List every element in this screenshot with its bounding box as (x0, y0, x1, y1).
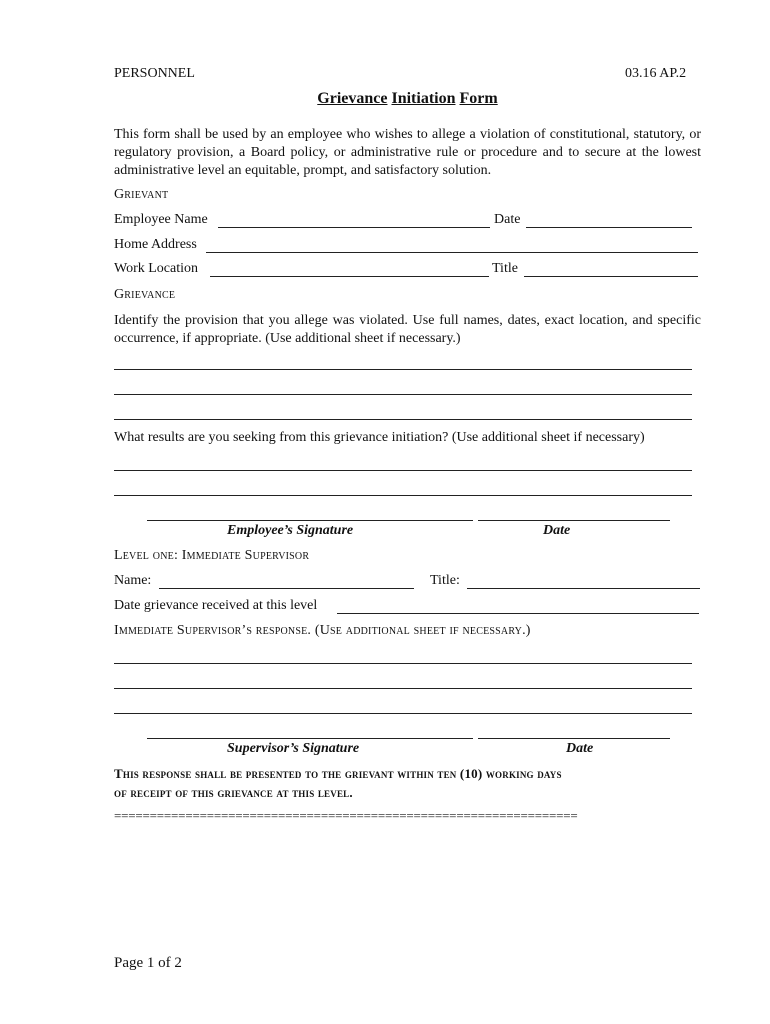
supervisor-name-field[interactable] (159, 588, 414, 589)
date-received-label: Date grievance received at this level (114, 598, 318, 613)
notice-line-1: This response shall be presented to the grievant within ten (10) working days (114, 766, 562, 781)
date-field[interactable] (526, 227, 692, 228)
page-number: Page 1 of 2 (114, 955, 182, 971)
supervisor-signature-date-label: Date (566, 741, 594, 756)
results-line-2[interactable] (114, 495, 692, 496)
date-received-field[interactable] (337, 613, 699, 614)
employee-name-field[interactable] (218, 227, 490, 228)
separator-line: ================================================================= (114, 808, 578, 823)
grievant-heading: Grievant (114, 187, 169, 202)
form-title (0, 90, 770, 108)
supervisor-title-label: Title: (430, 573, 460, 588)
employee-signature-field[interactable] (147, 520, 473, 521)
level-one-heading: Level one: Immediate Supervisor (114, 548, 310, 563)
supervisor-response-line-1[interactable] (114, 663, 692, 664)
employee-signature-date-field[interactable] (478, 520, 670, 521)
supervisor-response-heading: Immediate Supervisor’s response. (Use additional sheet if necessary.) (114, 623, 531, 638)
results-line-1[interactable] (114, 470, 692, 471)
title-label: Title (492, 261, 518, 276)
title-word-grievance: Grievance (317, 90, 388, 107)
grievance-description-line-1[interactable] (114, 369, 692, 370)
grievance-description-line-3[interactable] (114, 419, 692, 420)
supervisor-name-label: Name: (114, 573, 152, 588)
employee-signature-label: Employee’s Signature (227, 523, 354, 538)
title-word-form: Form (459, 90, 498, 107)
grievance-instructions: Identify the provision that you allege was violated. Use full names, dates, exact location, and specific occurrence, if appropriate. (Use additional sheet if necessary.) (114, 313, 701, 346)
header-policy-code: 03.16 AP.2 (625, 66, 687, 81)
grievance-description-line-2[interactable] (114, 394, 692, 395)
title-word-initiation: Initiation (391, 90, 456, 107)
intro-paragraph: This form shall be used by an employee who wishes to allege a violation of constitutional, statutory, or regulatory provision, a Board policy, or administrative rule or procedure and to secure at the lowest administrative level an equitable, prompt, and satisfactory solution. (114, 127, 701, 178)
home-address-field[interactable] (206, 252, 698, 253)
home-address-label: Home Address (114, 237, 197, 252)
title-field[interactable] (524, 276, 698, 277)
grievance-heading: Grievance (114, 287, 176, 302)
employee-signature-date-label: Date (543, 523, 571, 538)
supervisor-response-line-3[interactable] (114, 713, 692, 714)
supervisor-signature-field[interactable] (147, 738, 473, 739)
employee-name-label: Employee Name (114, 212, 208, 227)
work-location-field[interactable] (210, 276, 489, 277)
supervisor-signature-label: Supervisor’s Signature (227, 741, 360, 756)
supervisor-signature-date-field[interactable] (478, 738, 670, 739)
supervisor-response-line-2[interactable] (114, 688, 692, 689)
work-location-label: Work Location (114, 261, 199, 276)
supervisor-title-field[interactable] (467, 588, 700, 589)
results-question: What results are you seeking from this grievance initiation? (Use additional sheet if necessary) (114, 430, 645, 445)
notice-line-2: of receipt of this grievance at this level. (114, 785, 353, 800)
date-label: Date (494, 212, 521, 227)
header-personnel: PERSONNEL (114, 66, 195, 81)
